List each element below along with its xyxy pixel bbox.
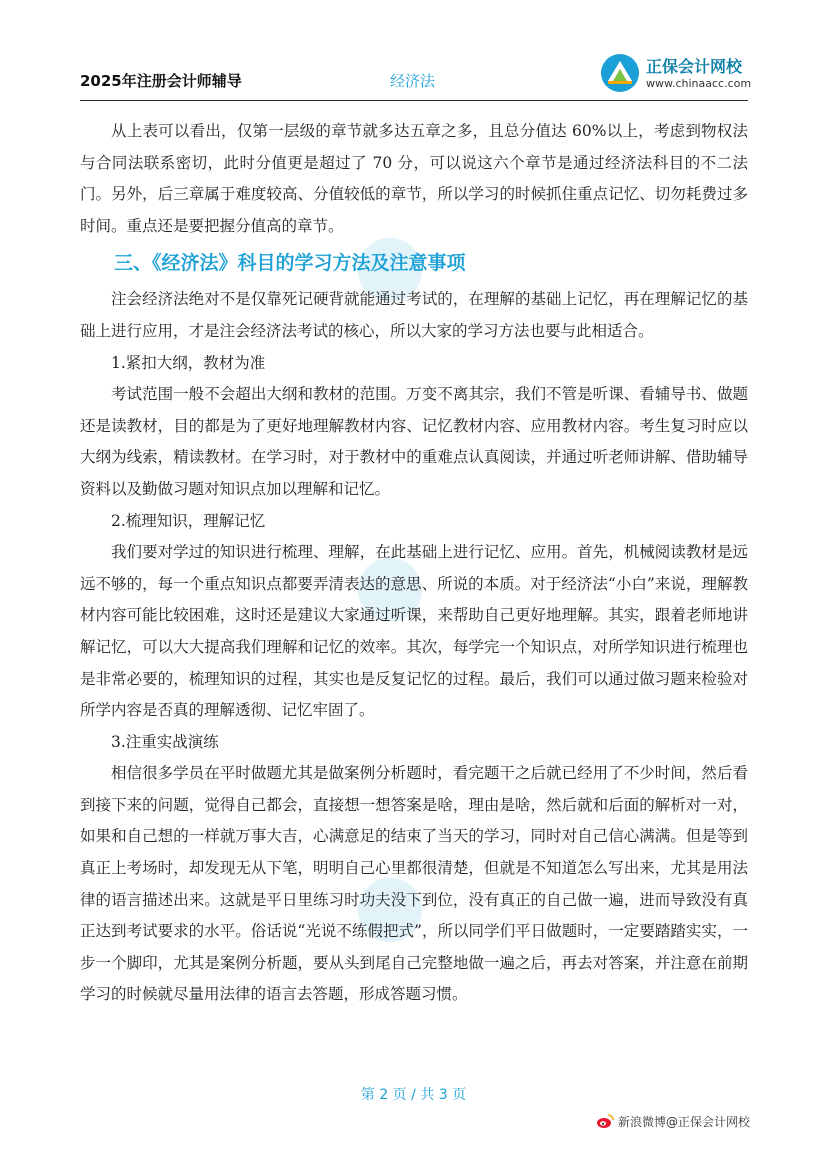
section-heading: 三、《经济法》科目的学习方法及注意事项 <box>114 252 466 275</box>
document-body <box>80 116 748 1011</box>
weibo-icon <box>596 1113 614 1129</box>
logo-emblem-icon <box>600 53 640 93</box>
header-divider <box>80 100 748 101</box>
page-header <box>80 48 752 98</box>
section-intro-paragraph: 注会经济法绝对不是仅靠死记硬背就能通过考试的，在理解的基础上记忆，再在理解记忆的基础上进行应用，才是注会经济法考试的核心，所以大家的学习方法也要与此相适合。 <box>80 290 748 340</box>
subject-title: 经济法 <box>390 72 436 90</box>
logo-name: 正保会计网校 <box>646 57 743 76</box>
page-indicator: 第 2 页 / 共 3 页 <box>360 1087 467 1103</box>
intro-paragraph: 从上表可以看出，仅第一层级的章节就多达五章之多，且总分值达 60%以上，考虑到物权法与合同法联系密切，此时分值更是超过了 70 分，可以说这六个章节是通过经济法科目的不二法门。另外，后三章属于难度较高、分值较低的章节，所以学习的时候抓住重点记忆、切勿耗费过多时间。重点还是要把握分值高的章节。 <box>80 122 748 235</box>
item3-paragraph: 相信很多学员在平时做题尤其是做案例分析题时，看完题干之后就已经用了不少时间，然后看到接下来的问题，觉得自己都会，直接想一想答案是啥，理由是啥，然后就和后面的解析对一对，如果和自己想的一样就万事大吉，心满意足的结束了当天的学习，同时对自己信心满满。但是等到真正上考场时，却发现无从下笔，明明自己心里都很清楚，但就是不知道怎么写出来，尤其是用法律的语言描述出来。这就是平日里练习时功夫没下到位，没有真正的自己做一遍，进而导致没有真正达到考试要求的水平。俗话说“光说不练假把式”，所以同学们平日做题时，一定要踏踏实实，一步一个脚印，尤其是案例分析题，要从头到尾自己完整地做一遍之后，再去对答案，并注意在前期学习的时候就尽量用法律的语言去答题，形成答题习惯。 <box>80 764 748 1004</box>
item3-heading: 3.注重实战演练 <box>111 732 219 751</box>
brand-logo <box>600 50 760 96</box>
item2-paragraph: 我们要对学过的知识进行梳理、理解，在此基础上进行记忆、应用。首先，机械阅读教材是远远不够的，每一个重点知识点都要弄清表达的意思、所说的本质。对于经济法“小白”来说，理解教材内容可能比较困难，这时还是建议大家通过听课，来帮助自己更好地理解。其实，跟着老师地讲解记忆，可以大大提高我们理解和记忆的效率。其次，每学完一个知识点，对所学知识进行梳理也是非常必要的，梳理知识的过程，其实也是反复记忆的过程。最后，我们可以通过做习题来检验对所学内容是否真的理解透彻、记忆牢固了。 <box>80 543 748 720</box>
item1-paragraph: 考试范围一般不会超出大纲和教材的范围。万变不离其宗，我们不管是听课、看辅导书、做题还是读教材，目的都是为了更好地理解教材内容、记忆教材内容、应用教材内容。考生复习时应以大纲为线索，精读教材。在学习时，对于教材中的重难点认真阅读，并通过听老师讲解、借助辅导资料以及勤做习题对知识点加以理解和记忆。 <box>80 385 748 498</box>
weibo-handle <box>596 1113 750 1133</box>
item2-heading: 2.梳理知识，理解记忆 <box>111 511 266 530</box>
weibo-text: 新浪微博@正保会计网校 <box>618 1115 751 1129</box>
logo-url: www.chinaacc.com <box>646 77 752 90</box>
course-title: 2025年注册会计师辅导 <box>80 72 242 90</box>
item1-heading: 1.紧扣大纲，教材为准 <box>111 353 266 372</box>
